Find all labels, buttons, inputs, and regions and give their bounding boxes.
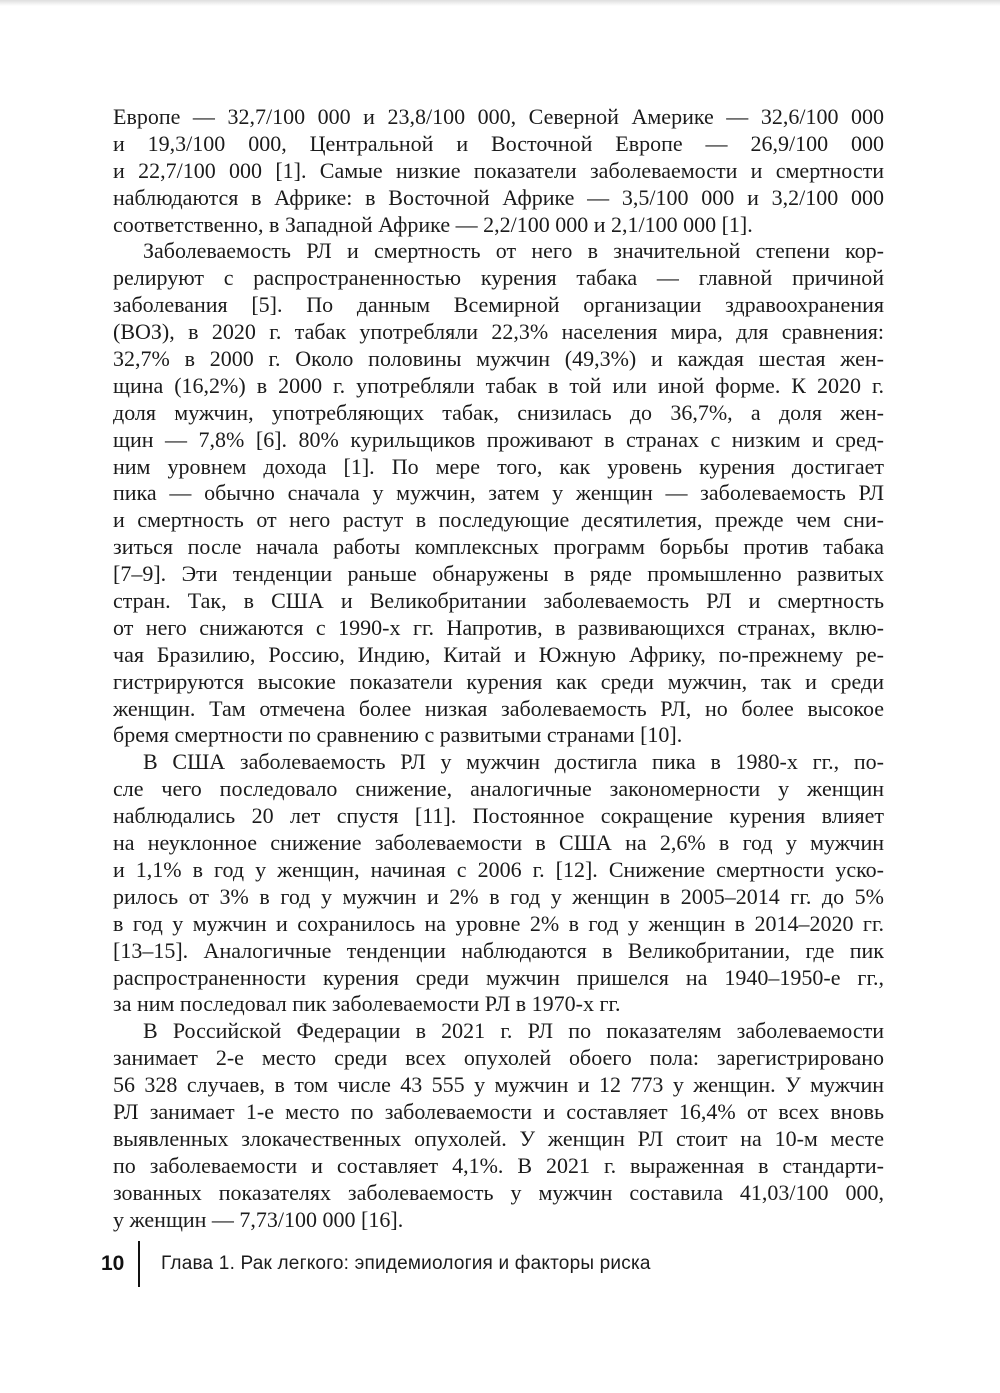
page-footer	[101, 1240, 651, 1288]
text-line: за ним последовал пик заболеваемости РЛ в 1970-х гг.	[113, 991, 621, 1017]
text-line: и 1,1% в год у женщин, начиная с 2006 г. [12]. Снижение смертности уско-	[113, 856, 884, 882]
text-line: женщин. Там отмечена более низкая заболеваемость РЛ, но более высокое	[113, 695, 884, 721]
text-block	[113, 104, 884, 1233]
text-line: Заболеваемость РЛ и смертность от него в значительной степени кор-	[143, 238, 884, 264]
page-edge-shadow	[0, 0, 1000, 6]
text-line: ним уровнем дохода [1]. По мере того, как уровень курения достигает	[113, 453, 884, 479]
text-line: заболевания [5]. По данным Всемирной организации здравоохранения	[113, 292, 884, 318]
text-line: [13–15]. Аналогичные тенденции наблюдаются в Великобритании, где пик	[113, 937, 884, 963]
text-line: чая Бразилию, Россию, Индию, Китай и Южную Африку, по-прежнему ре-	[113, 641, 884, 667]
text-line: релируют с распространенностью курения табака — главной причиной	[113, 265, 884, 291]
text-line: зованных показателях заболеваемость у мужчин составила 41,03/100 000,	[113, 1179, 884, 1205]
footer-divider	[138, 1241, 140, 1287]
text-line: сле чего последовало снижение, аналогичные закономерности у женщин	[113, 776, 884, 802]
text-line: рилось от 3% в год у мужчин и 2% в год у женщин в 2005–2014 гг. до 5%	[113, 883, 884, 909]
text-line: распространенности курения среди мужчин пришелся на 1940–1950-е гг.,	[113, 964, 884, 990]
text-line: гистрируются высокие показатели курения как среди мужчин, так и среди	[113, 668, 884, 694]
text-line: у женщин — 7,73/100 000 [16].	[113, 1206, 404, 1232]
text-line: соответственно, в Западной Африке — 2,2/100 000 и 2,1/100 000 [1].	[113, 211, 753, 237]
text-line: 32,7% в 2000 г. Около половины мужчин (49,3%) и каждая шестая жен-	[113, 346, 884, 372]
text-line: наблюдались 20 лет спустя [11]. Постоянное сокращение курения влияет	[113, 803, 884, 829]
text-line: РЛ занимает 1-е место по заболеваемости и составляет 16,4% от всех вновь	[113, 1098, 884, 1124]
text-line: на неуклонное снижение заболеваемости в США на 2,6% в год у мужчин	[113, 830, 884, 856]
text-line: и 22,7/100 000 [1]. Самые низкие показатели заболеваемости и смертности	[113, 157, 884, 183]
text-line: щина (16,2%) в 2000 г. употребляли табак в той или иной форме. К 2020 г.	[113, 372, 884, 398]
text-line: Европе — 32,7/100 000 и 23,8/100 000, Северной Америке — 32,6/100 000	[113, 104, 884, 129]
page-number: 10	[101, 1252, 125, 1275]
paragraph	[113, 104, 884, 238]
text-line: стран. Так, в США и Великобритании заболеваемость РЛ и смертность	[113, 588, 884, 614]
text-line: пика — обычно сначала у мужчин, затем у женщин — заболеваемость РЛ	[113, 480, 884, 506]
paragraph	[113, 1018, 884, 1233]
text-line: в год у мужчин и сохранилось на уровне 2% в год у женщин в 2014–2020 гг.	[113, 910, 884, 936]
text-line: и смертность от него растут в последующие десятилетия, прежде чем сни-	[113, 507, 884, 533]
text-line: доля мужчин, употребляющих табак, снизилась до 36,7%, а доля жен-	[113, 399, 884, 425]
text-line: В США заболеваемость РЛ у мужчин достигла пика в 1980-х гг., по-	[143, 749, 884, 775]
text-line: и 19,3/100 000, Центральной и Восточной Европе — 26,9/100 000	[113, 130, 884, 156]
text-line: от него снижаются с 1990-х гг. Напротив, в развивающихся странах, вклю-	[113, 614, 884, 640]
text-line: [7–9]. Эти тенденции раньше обнаружены в ряде промышленно развитых	[113, 561, 884, 587]
text-line: выявленных злокачественных опухолей. У женщин РЛ стоит на 10-м месте	[113, 1125, 884, 1151]
chapter-title: Глава 1. Рак легкого: эпидемиология и факторы риска	[161, 1253, 651, 1274]
paragraph	[113, 238, 884, 749]
text-line: наблюдаются в Африке: в Восточной Африке — 3,5/100 000 и 3,2/100 000	[113, 184, 884, 210]
text-line: В Российской Федерации в 2021 г. РЛ по показателям заболеваемости	[143, 1018, 884, 1044]
text-line: бремя смертности по сравнению с развитыми странами [10].	[113, 722, 683, 748]
text-line: зиться после начала работы комплексных программ борьбы против табака	[113, 534, 884, 560]
text-line: по заболеваемости и составляет 4,1%. В 2021 г. выраженная в стандарти-	[113, 1152, 884, 1178]
paragraph	[113, 749, 884, 1018]
text-line: 56 328 случаев, в том числе 43 555 у мужчин и 12 773 у женщин. У мужчин	[113, 1072, 884, 1098]
text-line: (ВОЗ), в 2020 г. табак употребляли 22,3% населения мира, для сравнения:	[113, 319, 884, 345]
text-line: щин — 7,8% [6]. 80% курильщиков проживают в странах с низким и сред-	[113, 426, 884, 452]
text-line: занимает 2-е место среди всех опухолей обоего пола: зарегистрировано	[113, 1045, 884, 1071]
